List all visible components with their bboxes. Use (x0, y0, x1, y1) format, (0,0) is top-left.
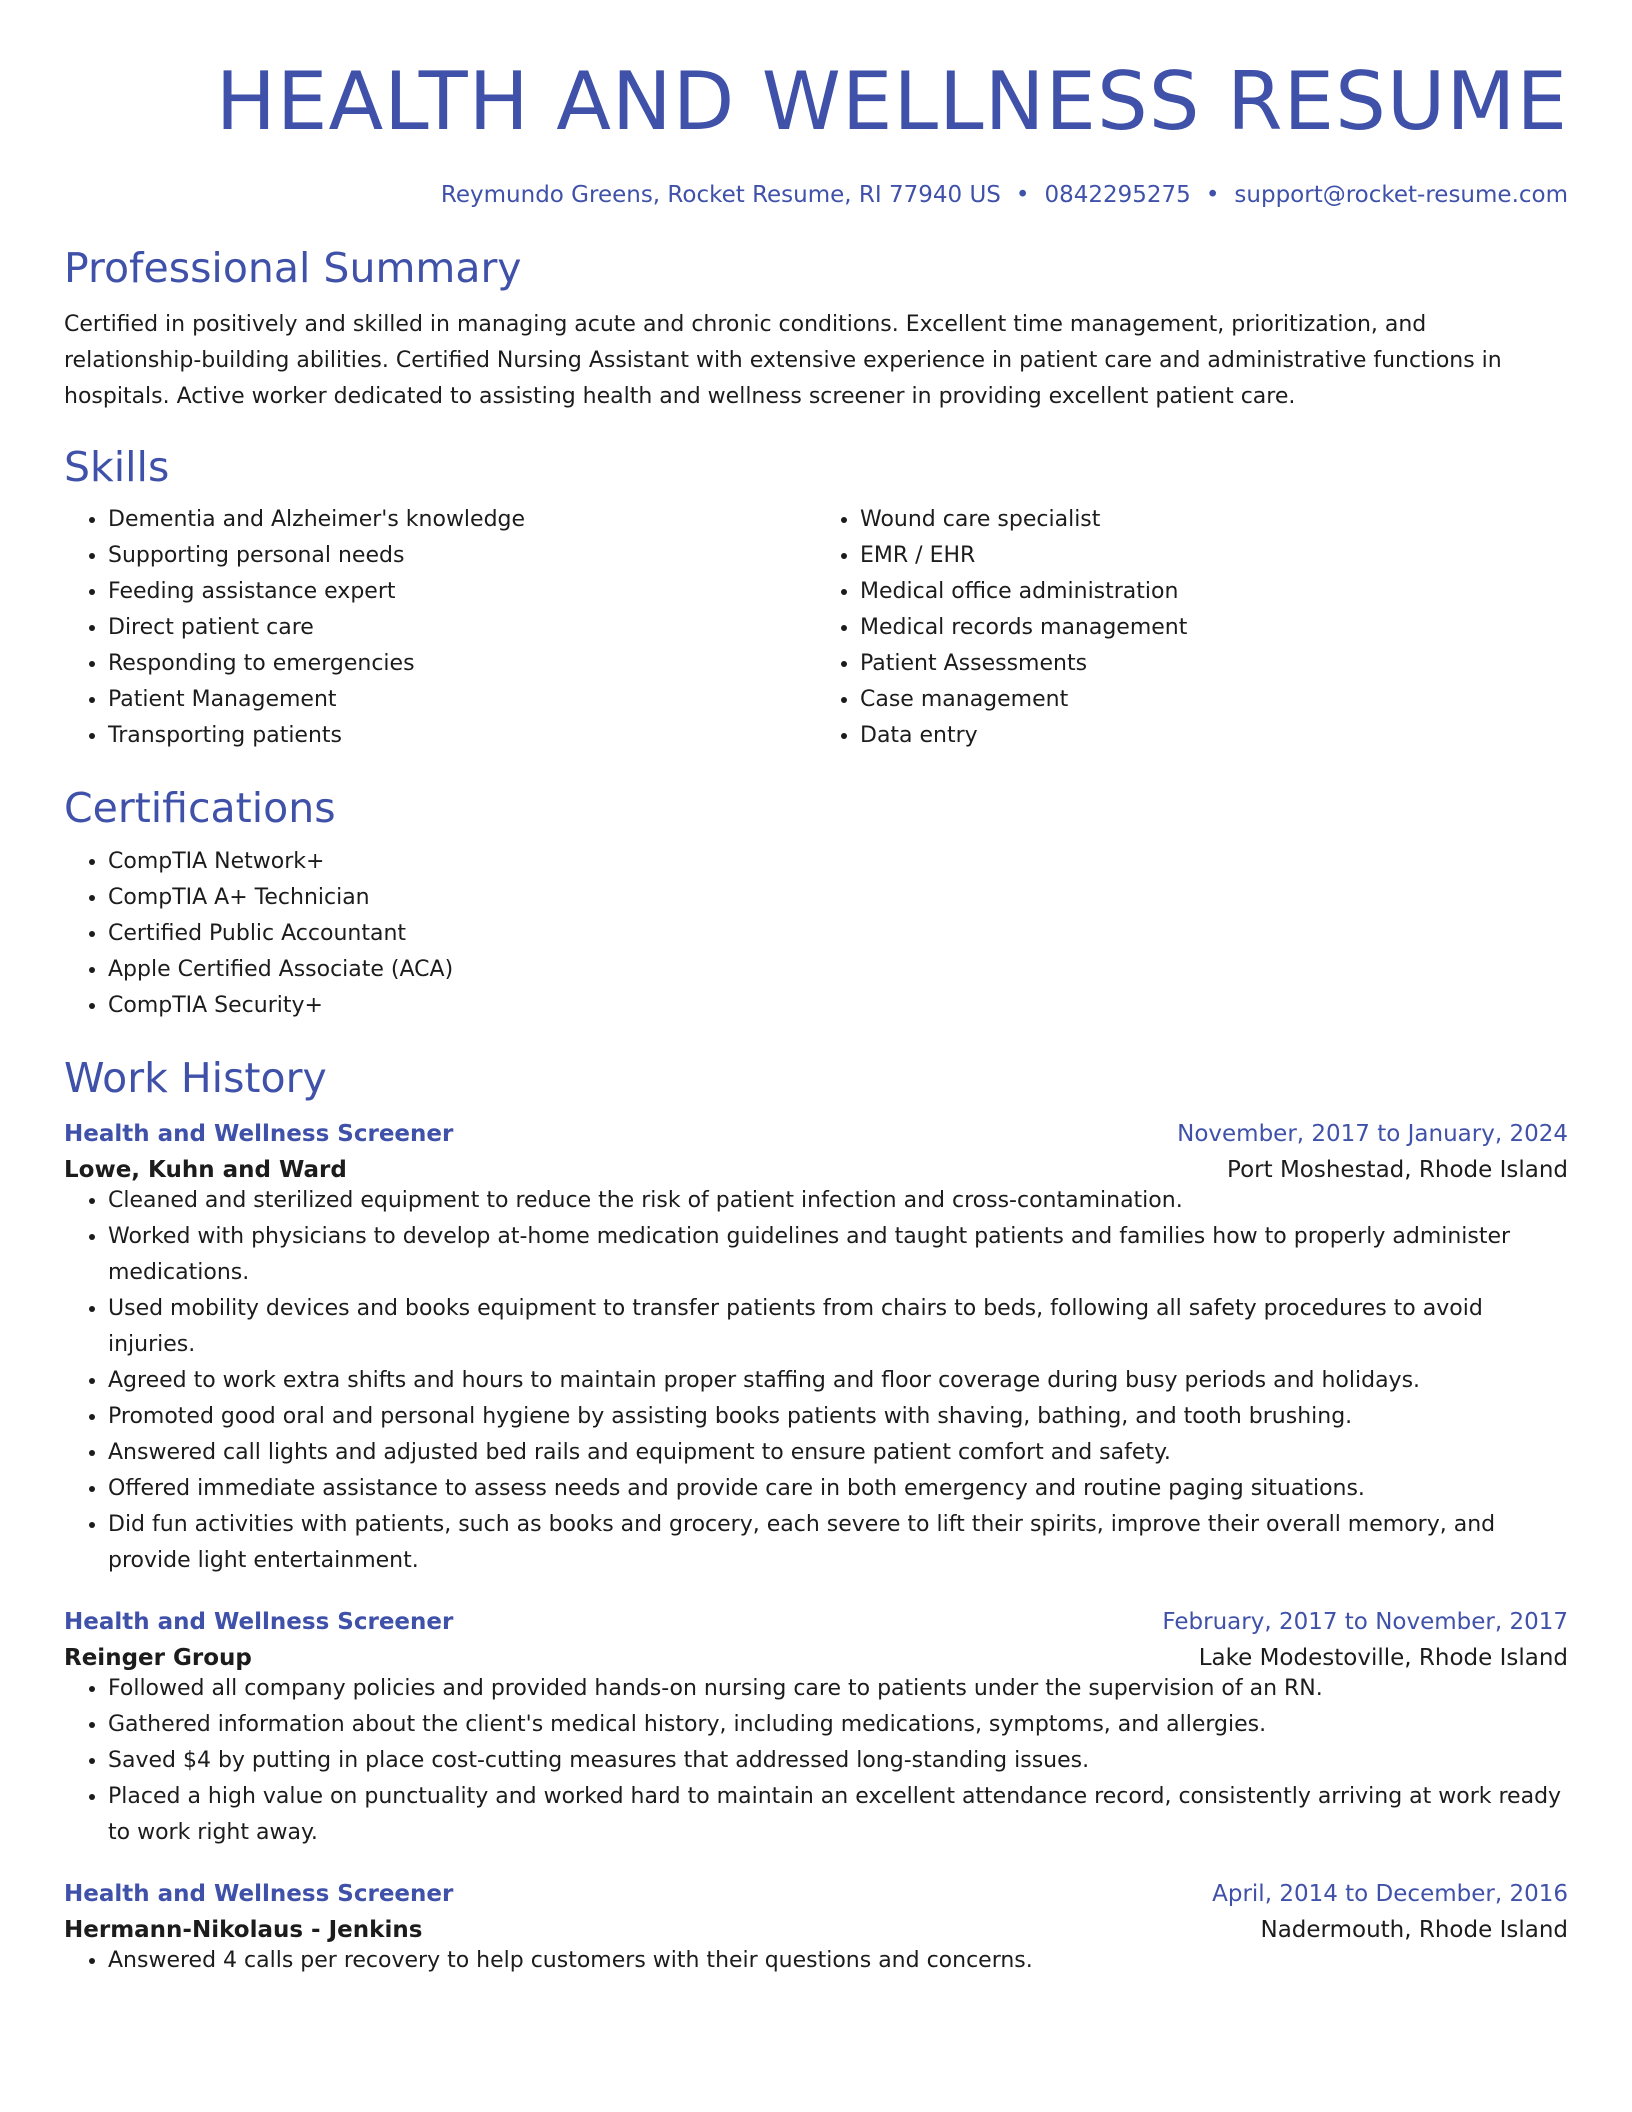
job-bullets (64, 1943, 1568, 1979)
skill-item: • EMR / EHR (860, 538, 1568, 574)
job-bullet: • Did fun activities with patients, such as books and grocery, each severe to lift their spirits, improve their overall memory, and provide light entertainment. (108, 1507, 1568, 1579)
skills-list-right (816, 502, 1568, 754)
summary-text: Certified in positively and skilled in managing acute and chronic conditions. Excellent time management, prioritization, and relationship-building abilities. Certified Nursing Assistant with extensive experience in patient care and administrative functions in hospitals. Active worker dedicated to assisting health and wellness screener in providing excellent patient care. (64, 312, 1502, 410)
job-bullet: • Cleaned and sterilized equipment to reduce the risk of patient infection and cross-contamination. (108, 1183, 1568, 1219)
job-bullet: • Worked with physicians to develop at-home medication guidelines and taught patients and families how to properly administer medications. (108, 1219, 1568, 1291)
certifications-heading: Certifications (64, 784, 336, 833)
job-bullet: • Promoted good oral and personal hygiene by assisting books patients with shaving, bathing, and tooth brushing. (108, 1399, 1568, 1435)
job-bullet: • Saved $4 by putting in place cost-cutting measures that addressed long-standing issues. (108, 1743, 1568, 1779)
job-header (64, 1121, 1568, 1147)
job-bullet: • Agreed to work extra shifts and hours to maintain proper staffing and floor coverage during busy periods and holidays. (108, 1363, 1568, 1399)
skill-item: • Patient Management (108, 682, 816, 718)
skill-item: • Case management (860, 682, 1568, 718)
skill-item: • Feeding assistance expert (108, 574, 816, 610)
contact-email: support@rocket-resume.com (1234, 182, 1568, 208)
job-bullets (64, 1671, 1568, 1851)
job-company: Reinger Group (64, 1644, 252, 1671)
skill-item: • Medical records management (860, 610, 1568, 646)
resume-title: HEALTH AND WELLNESS RESUME (215, 55, 1568, 148)
contact-separator: • (1205, 182, 1220, 208)
job-entry (64, 1881, 1568, 1979)
certification-item: • Certified Public Accountant (108, 916, 1568, 952)
job-header (64, 1609, 1568, 1635)
job-subheader (64, 1917, 1568, 1943)
certification-item: • CompTIA A+ Technician (108, 880, 1568, 916)
skill-item: • Responding to emergencies (108, 646, 816, 682)
job-company: Lowe, Kuhn and Ward (64, 1156, 347, 1183)
certifications-list (64, 844, 1568, 1024)
skills-heading: Skills (64, 443, 170, 492)
job-title: Health and Wellness Screener (64, 1880, 454, 1907)
job-title: Health and Wellness Screener (64, 1608, 454, 1635)
job-bullet: • Placed a high value on punctuality and worked hard to maintain an excellent attendance record, consistently arriving at work ready to work right away. (108, 1779, 1568, 1851)
skill-item: • Medical office administration (860, 574, 1568, 610)
job-entry (64, 1609, 1568, 1851)
skill-item: • Supporting personal needs (108, 538, 816, 574)
certification-item: • Apple Certified Associate (ACA) (108, 952, 1568, 988)
job-bullet: • Answered call lights and adjusted bed rails and equipment to ensure patient comfort and safety. (108, 1435, 1568, 1471)
skill-item: • Direct patient care (108, 610, 816, 646)
job-entry (64, 1121, 1568, 1579)
job-bullet: • Used mobility devices and books equipment to transfer patients from chairs to beds, following all safety procedures to avoid injuries. (108, 1291, 1568, 1363)
job-bullet: • Followed all company policies and provided hands-on nursing care to patients under the supervision of an RN. (108, 1671, 1568, 1707)
certification-item: • CompTIA Network+ (108, 844, 1568, 880)
contact-separator: • (1015, 182, 1030, 208)
certifications-section (64, 784, 1568, 1023)
job-title: Health and Wellness Screener (64, 1120, 454, 1147)
job-location: Lake Modestoville, Rhode Island (1198, 1644, 1568, 1671)
summary-heading: Professional Summary (64, 244, 522, 292)
skill-item: • Data entry (860, 718, 1568, 754)
job-dates: April, 2014 to December, 2016 (1212, 1880, 1568, 1907)
skill-item: • Wound care specialist (860, 502, 1568, 538)
job-subheader (64, 1157, 1568, 1183)
job-subheader (64, 1645, 1568, 1671)
skills-list-left (64, 502, 816, 754)
skills-section (64, 443, 1568, 754)
job-bullet: • Answered 4 calls per recovery to help customers with their questions and concerns. (108, 1943, 1568, 1979)
job-bullet: • Offered immediate assistance to assess needs and provide care in both emergency and routine paging situations. (108, 1471, 1568, 1507)
contact-line (64, 182, 1568, 208)
contact-phone: 0842295275 (1044, 182, 1191, 208)
contact-address: Reymundo Greens, Rocket Resume, RI 77940 US (440, 182, 1001, 208)
job-dates: February, 2017 to November, 2017 (1162, 1608, 1568, 1635)
summary-section (64, 244, 1568, 415)
job-company: Hermann-Nikolaus - Jenkins (64, 1916, 423, 1943)
work-history-section (64, 1054, 1568, 1979)
skill-item: • Patient Assessments (860, 646, 1568, 682)
work-history-heading: Work History (64, 1053, 327, 1102)
job-header (64, 1881, 1568, 1907)
job-bullet: • Gathered information about the client's medical history, including medications, symptoms, and allergies. (108, 1707, 1568, 1743)
skills-grid (64, 502, 1568, 754)
skill-item: • Transporting patients (108, 718, 816, 754)
skill-item: • Dementia and Alzheimer's knowledge (108, 502, 816, 538)
certification-item: • CompTIA Security+ (108, 988, 1568, 1024)
job-location: Port Moshestad, Rhode Island (1227, 1156, 1568, 1183)
job-dates: November, 2017 to January, 2024 (1177, 1120, 1568, 1147)
job-location: Nadermouth, Rhode Island (1260, 1916, 1568, 1943)
job-bullets (64, 1183, 1568, 1579)
